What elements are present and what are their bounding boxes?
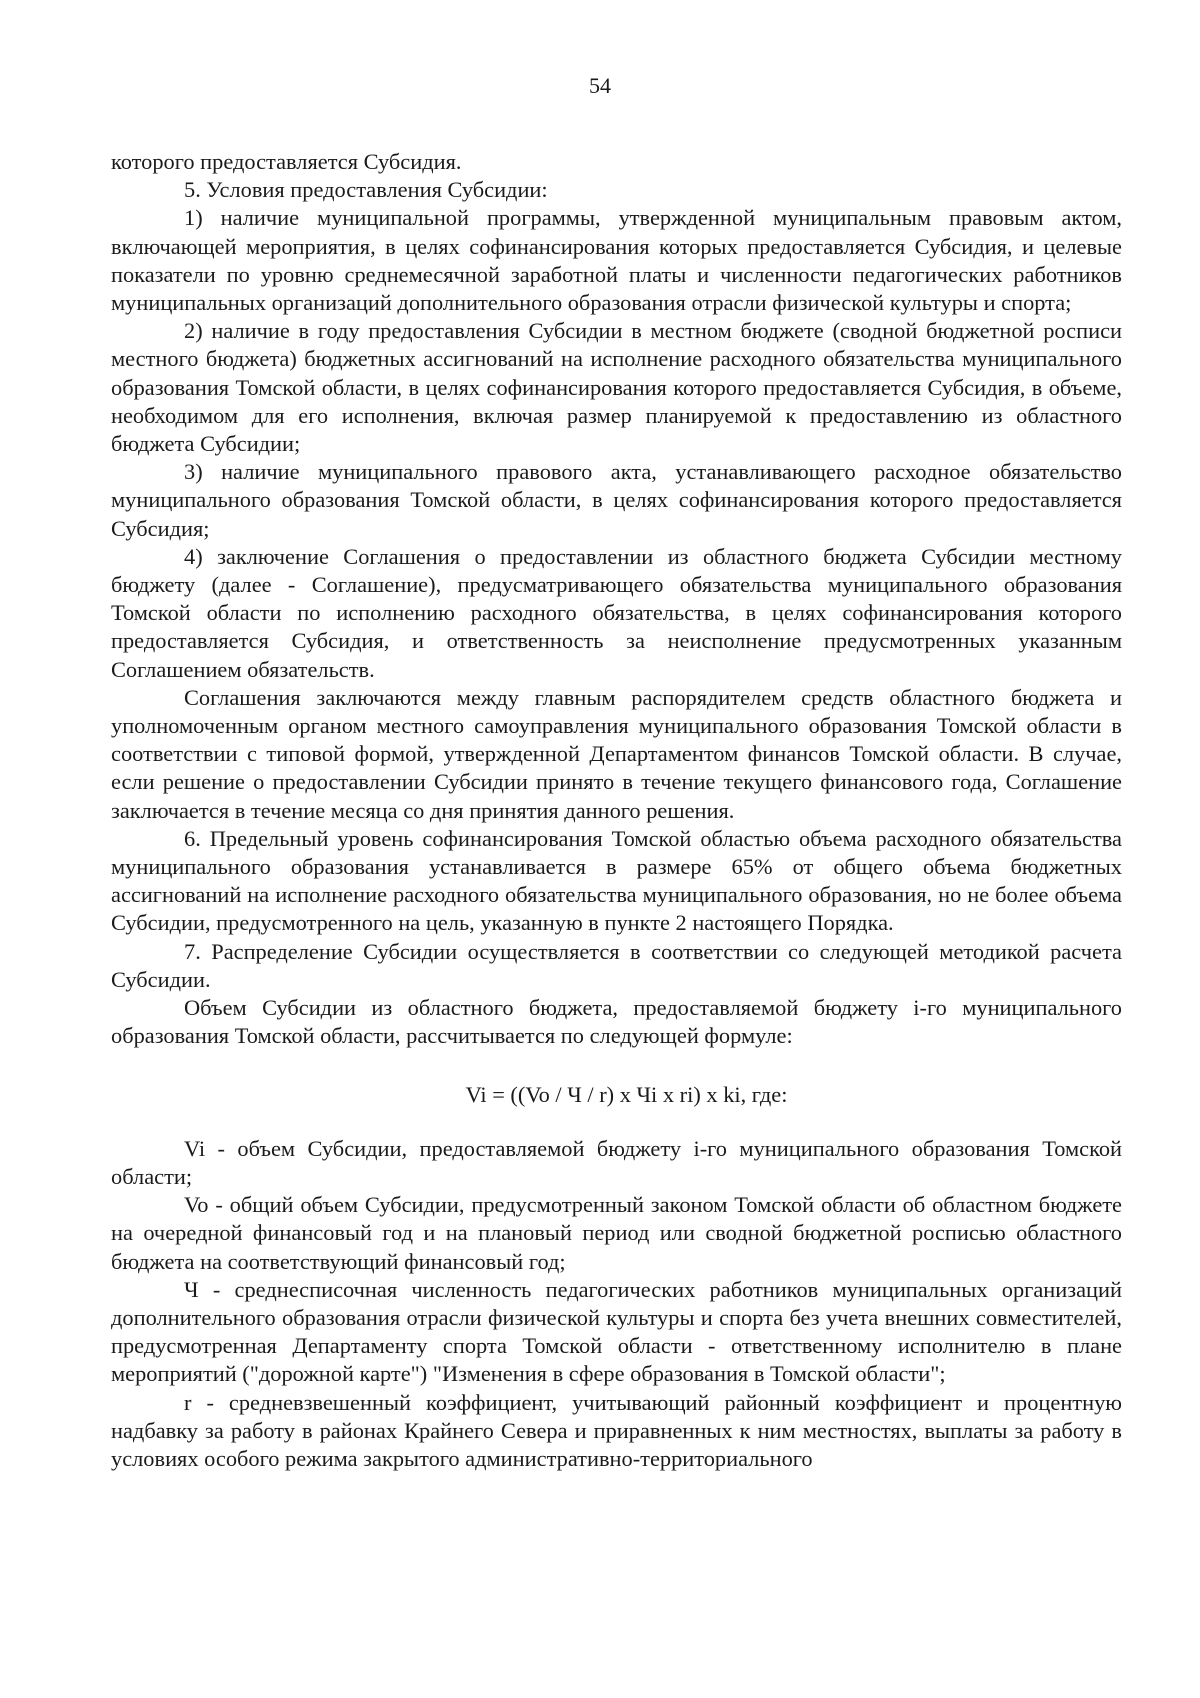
document-body — [111, 148, 1122, 1473]
section-7-paragraph: 7. Распределение Субсидии осуществляется в соответствии со следующей методикой расчета Субсидии. — [111, 938, 1122, 992]
formula: Vi = ((Vo / Ч / r) x Чi x ri) x ki, где: — [465, 1081, 788, 1107]
formula-intro-paragraph: Объем Субсидии из областного бюджета, предоставляемой бюджету i-го муниципального образования Томской области, рассчитывается по следующей формуле: — [111, 995, 1122, 1049]
condition-1-paragraph: 1) наличие муниципальной программы, утвержденной муниципальным правовым актом, включающей мероприятия, в целях софинансирования которых предоставляется Субсидия, и целевые показатели по уровню среднемесячной заработной платы и численности педагогических работников муниципальных организаций дополнительного образования отрасли физической культуры и спорта; — [111, 205, 1122, 316]
definition-vi: Vi - объем Субсидии, предоставляемой бюджету i-го муниципального образования Томской области; — [111, 1135, 1122, 1189]
section-5-heading: 5. Условия предоставления Субсидии: — [184, 177, 548, 203]
definition-ch: Ч - среднесписочная численность педагогических работников муниципальных организаций дополнительного образования отрасли физической культуры и спорта без учета внешних совместителей, предусмотренная Департаменту спорта Томской области - ответственному исполнителю в плане мероприятий ("дорожной карте") "Изменения в сфере образования в Томской области"; — [111, 1276, 1122, 1387]
condition-3-paragraph: 3) наличие муниципального правового акта, устанавливающего расходное обязательство муниципального образования Томской области, в целях софинансирования которого предоставляется Субсидия; — [111, 459, 1122, 541]
agreements-paragraph: Соглашения заключаются между главным распорядителем средств областного бюджета и уполномоченным органом местного самоуправления муниципального образования Томской области в соответствии с типовой формой, утвержденной Департаментом финансов Томской области. В случае, если решение о предоставлении Субсидии принято в течение текущего финансового года, Соглашение заключается в течение месяца со дня принятия данного решения. — [111, 684, 1122, 823]
paragraph-continuation: которого предоставляется Субсидия. — [111, 149, 462, 174]
section-6-paragraph: 6. Предельный уровень софинансирования Томской областью объема расходного обязательства муниципального образования устанавливается в размере 65% от общего объема бюджетных ассигнований на исполнение расходного обязательства муниципального образования, но не более объема Субсидии, предусмотренного на цель, указанную в пункте 2 настоящего Порядка. — [111, 825, 1122, 936]
definition-r: r - средневзвешенный коэффициент, учитывающий районный коэффициент и процентную надбавку за работу в районах Крайнего Севера и приравненных к ним местностях, выплаты за работу в условиях особого режима закрытого административно-территориального — [111, 1389, 1122, 1471]
page-number: 54 — [589, 73, 611, 98]
condition-4-paragraph: 4) заключение Соглашения о предоставлении из областного бюджета Субсидии местному бюджету (далее - Соглашение), предусматривающего обязательства муниципального образования Томской области по исполнению расходного обязательства, в целях софинансирования которого предоставляется Субсидия, и ответственность за неисполнение предусмотренных указанным Соглашением обязательств. — [111, 543, 1122, 682]
condition-2-paragraph: 2) наличие в году предоставления Субсидии в местном бюджете (сводной бюджетной росписи местного бюджета) бюджетных ассигнований на исполнение расходного обязательства муниципального образования Томской области, в целях софинансирования которого предоставляется Субсидия, в объеме, необходимом для его исполнения, включая размер планируемой к предоставлению из областного бюджета Субсидии; — [111, 318, 1122, 457]
definition-vo: Vo - общий объем Субсидии, предусмотренный законом Томской области об областном бюджете на очередной финансовый год и на плановый период или сводной бюджетной росписью областного бюджета на соответствующий финансовый год; — [111, 1192, 1122, 1274]
